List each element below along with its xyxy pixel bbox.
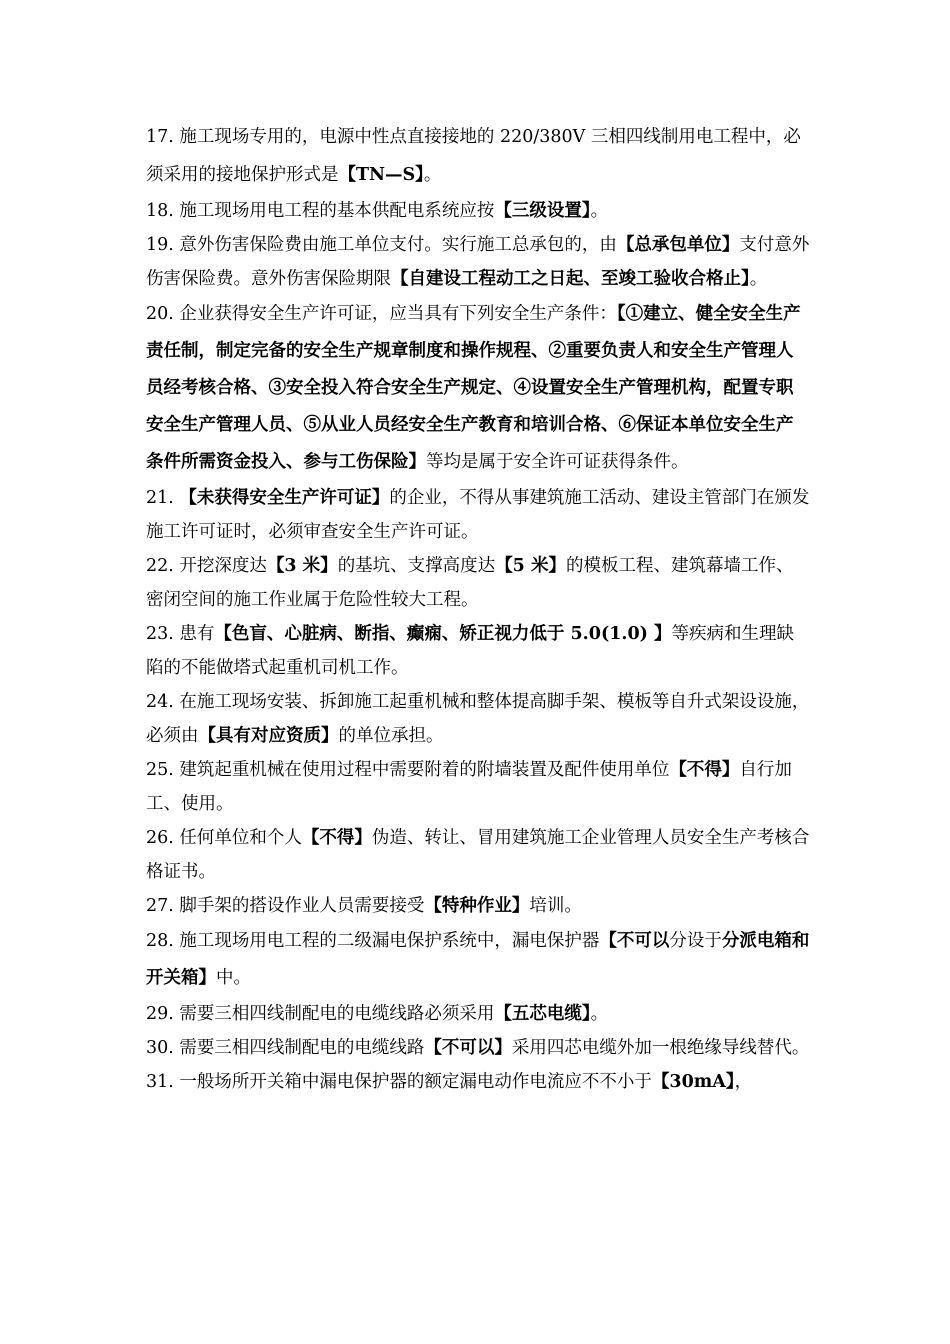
list-item: 25. 建筑起重机械在使用过程中需要附着的附墙装置及配件使用单位【不得】自行加工、使用。	[146, 760, 792, 814]
list-item: 18. 施工现场用电工程的基本供配电系统应按【三级设置】。	[146, 201, 609, 221]
list-item: 31. 一般场所开关箱中漏电保护器的额定漏电动作电流应不不小于【30mA】，	[146, 1072, 753, 1092]
list-item: 27. 脚手架的搭设作业人员需要接受【特种作业】培训。	[146, 896, 582, 916]
list-item: 29. 需要三相四线制配电的电缆线路必须采用【五芯电缆】。	[146, 1004, 609, 1024]
list-item: 17. 施工现场专用的，电源中性点直接接地的 220/380V 三相四线制用电工程中，必须采用的接地保护形式是【TN—S】。	[146, 127, 801, 185]
list-item: 22. 开挖深度达【3 米】的基坑、支撑高度达【5 米】的模板工程、建筑幕墙工作、密闭空间的施工作业属于危险性较大工程。	[146, 556, 794, 610]
list-item: 21. 【未获得安全生产许可证】的企业，不得从事建筑施工活动、建设主管部门在颁发施工许可证时，必须审查安全生产许可证。	[146, 488, 810, 542]
list-item: 30. 需要三相四线制配电的电缆线路【不可以】采用四芯电缆外加一根绝缘导线替代。	[146, 1038, 810, 1058]
document-page	[146, 118, 810, 1099]
list-item: 24. 在施工现场安装、拆卸施工起重机械和整体提高脚手架、模板等自升式架设设施，必须由【具有对应资质】的单位承担。	[146, 692, 810, 746]
list-item: 20. 企业获得安全生产许可证，应当具有下列安全生产条件：【①建立、健全安全生产责任制，制定完备的安全生产规章制度和操作规程、②重要负责人和安全生产管理人员经考核合格、③安全投入符合安全生产规定、④设置安全生产管理机构，配置专职安全生产管理人员、⑤从业人员经安全生产教育和培训合格、⑥保证本单位安全生产条件所需资金投入、参与工伤保险】等均是属于安全许可证获得条件。	[146, 304, 801, 472]
list-item: 23. 患有【色盲、心脏病、断指、癫痫、矫正视力低于 5.0(1.0) 】等疾病和生理缺陷的不能做塔式起重机司机工作。	[146, 624, 795, 678]
list-item: 19. 意外伤害保险费由施工单位支付。实行施工总承包的，由【总承包单位】支付意外伤害保险费。意外伤害保险期限【自建设工程动工之日起、至竣工验收合格止】。	[146, 235, 810, 289]
list-item: 28. 施工现场用电工程的二级漏电保护系统中，漏电保护器【不可以分设于分派电箱和开关箱】中。	[146, 931, 810, 988]
list-item: 26. 任何单位和个人【不得】伪造、转让、冒用建筑施工企业管理人员安全生产考核合格证书。	[146, 828, 810, 882]
